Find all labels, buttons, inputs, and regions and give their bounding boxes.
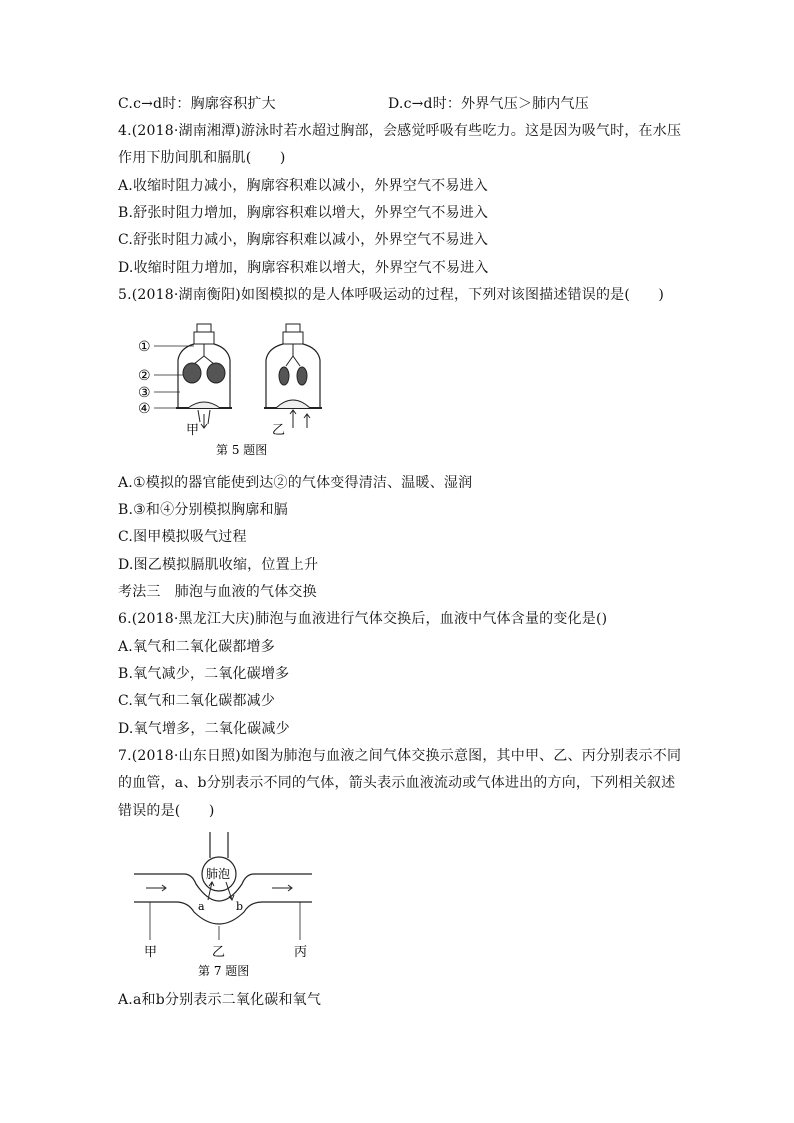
q7-gas-exchange-figure: [132, 828, 332, 983]
q6-option-d: D.氧气增多，二氧化碳减少: [118, 721, 290, 737]
marker-3: ③: [138, 385, 151, 401]
q5-option-d: D.图乙模拟膈肌收缩，位置上升: [118, 557, 319, 573]
q5-figure-caption: 第 5 题图: [216, 443, 268, 457]
q4-option-a: A.收缩时阻力减小，胸廓容积难以减小，外界空气不易进入: [118, 178, 488, 194]
jar-label-yi: 乙: [272, 423, 286, 438]
q4-stem-line2: 作用下肋间肌和膈肌( ): [118, 150, 286, 166]
gas-b-label: b: [236, 900, 244, 913]
marker-1: ①: [138, 339, 151, 355]
q5-option-c: C.图甲模拟吸气过程: [118, 529, 247, 545]
q6-option-c: C.氧气和二氧化碳都减少: [118, 693, 276, 709]
q3-option-d: D.c→d时：外界气压＞肺内气压: [388, 96, 589, 112]
q5-option-b: B.③和④分别模拟胸廓和膈: [118, 502, 288, 518]
q7-stem-line2: 的血管，a、b分别表示不同的气体，箭头表示血液流动或气体进出的方向，下列相关叙述: [118, 775, 676, 791]
q5-bell-jar-figure: [130, 318, 330, 468]
marker-4: ④: [138, 401, 151, 417]
q4-stem-line1: 4.(2018·湖南湘潭)游泳时若水超过胸部，会感觉呼吸有些吃力。这是因为吸气时，在水压: [118, 123, 682, 139]
q7-stem-line3: 错误的是( ): [118, 803, 215, 819]
bell-jar-jia: [176, 324, 232, 428]
marker-2: ②: [138, 368, 151, 384]
bell-jar-yi: [264, 324, 322, 428]
q6-stem: 6.(2018·黑龙江大庆)肺泡与血液进行气体交换后，血液中气体含量的变化是(): [118, 611, 608, 627]
q3-option-c: C.c→d时：胸廓容积扩大: [118, 96, 276, 112]
alveolus-label: 肺泡: [206, 867, 231, 881]
q4-option-d: D.收缩时阻力增加，胸廓容积难以增大，外界空气不易进入: [118, 260, 489, 276]
q6-option-a: A.氧气和二氧化碳都增多: [118, 639, 275, 655]
q5-option-a: A.①模拟的器官能使到达②的气体变得清洁、温暖、湿润: [118, 475, 473, 491]
q5-stem: 5.(2018·湖南衡阳)如图模拟的是人体呼吸运动的过程，下列对该图描述错误的是( ): [118, 287, 665, 303]
q7-stem-line1: 7.(2018·山东日照)如图为肺泡与血液之间气体交换示意图，其中甲、乙、丙分别表示不同: [118, 748, 682, 764]
jar-label-jia: 甲: [186, 423, 200, 438]
vessel-label-bing: 丙: [294, 945, 308, 960]
q6-option-b: B.氧气减少，二氧化碳增多: [118, 666, 290, 682]
vessel-label-jia: 甲: [144, 945, 158, 960]
q4-option-b: B.舒张时阻力增加，胸廓容积难以增大，外界空气不易进入: [118, 205, 489, 221]
q7-option-a: A.a和b分别表示二氧化碳和氧气: [118, 992, 322, 1008]
q7-figure-caption: 第 7 题图: [198, 964, 250, 978]
section-heading: 考法三 肺泡与血液的气体交换: [118, 584, 317, 600]
q4-option-c: C.舒张时阻力减小，胸廓容积难以减小，外界空气不易进入: [118, 232, 489, 248]
gas-a-label: a: [198, 900, 205, 913]
vessel-label-yi: 乙: [212, 945, 226, 960]
